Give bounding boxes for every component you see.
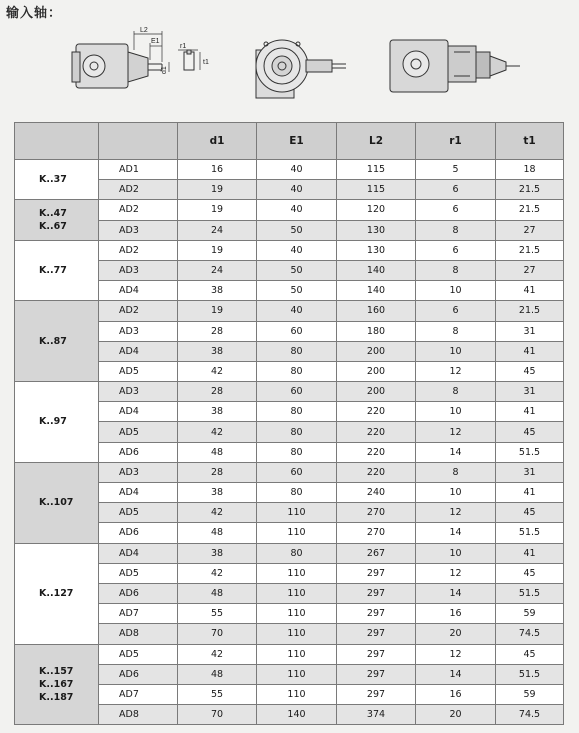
d1-cell: 42 [178,563,257,583]
e1-cell: 110 [257,684,337,704]
adapter-cell: AD3 [99,220,178,240]
adapter-cell: AD2 [99,200,178,220]
input-shaft-dimension-table [14,122,564,725]
adapter-cell: AD2 [99,301,178,321]
r1-cell: 12 [416,361,496,381]
t1-cell: 18 [496,160,564,180]
l2-cell: 297 [337,664,416,684]
e1-cell: 140 [257,705,337,725]
r1-cell: 10 [416,543,496,563]
adapter-cell: AD6 [99,523,178,543]
l2-cell: 297 [337,644,416,664]
header-e1: E1 [257,123,337,160]
model-name: K..87 [39,335,67,347]
l2-cell: 120 [337,200,416,220]
r1-cell: 6 [416,180,496,200]
r1-cell: 14 [416,523,496,543]
d1-cell: 48 [178,523,257,543]
e1-cell: 50 [257,260,337,280]
adapter-cell: AD5 [99,361,178,381]
r1-cell: 14 [416,442,496,462]
adapter-cell: AD1 [99,160,178,180]
d1-cell: 48 [178,664,257,684]
model-cell [15,462,99,543]
r1-cell: 10 [416,483,496,503]
t1-cell: 41 [496,483,564,503]
t1-cell: 31 [496,462,564,482]
model-cell [15,382,99,463]
table-header-row [15,123,564,160]
e1-cell: 110 [257,644,337,664]
l2-cell: 200 [337,341,416,361]
r1-cell: 12 [416,644,496,664]
adapter-cell: AD7 [99,604,178,624]
l2-cell: 297 [337,583,416,603]
t1-cell: 41 [496,402,564,422]
adapter-cell: AD8 [99,624,178,644]
d1-cell: 48 [178,442,257,462]
t1-cell: 45 [496,503,564,523]
model-name: K..47 [39,208,67,220]
r1-cell: 12 [416,563,496,583]
t1-cell: 59 [496,604,564,624]
t1-cell: 41 [496,341,564,361]
t1-cell: 41 [496,281,564,301]
e1-cell: 40 [257,200,337,220]
adapter-cell: AD3 [99,321,178,341]
model-name: K..127 [39,588,74,600]
e1-cell: 80 [257,402,337,422]
t1-cell: 45 [496,422,564,442]
r1-cell: 14 [416,583,496,603]
t1-cell: 41 [496,543,564,563]
d1-cell: 38 [178,402,257,422]
label-e1: E1 [151,38,160,45]
d1-cell: 38 [178,543,257,563]
label-t1: t1 [203,59,209,66]
t1-cell: 51.5 [496,664,564,684]
header-model [15,123,99,160]
model-cell [15,301,99,382]
e1-cell: 80 [257,543,337,563]
t1-cell: 51.5 [496,583,564,603]
t1-cell: 27 [496,260,564,280]
r1-cell: 12 [416,503,496,523]
model-cell [15,543,99,644]
r1-cell: 8 [416,382,496,402]
t1-cell: 27 [496,220,564,240]
r1-cell: 6 [416,240,496,260]
d1-cell: 19 [178,200,257,220]
model-cell [15,160,99,200]
t1-cell: 74.5 [496,705,564,725]
e1-cell: 40 [257,160,337,180]
model-cell [15,644,99,725]
adapter-cell: AD4 [99,341,178,361]
table-row [15,462,564,482]
l2-cell: 270 [337,503,416,523]
header-d1: d1 [178,123,257,160]
e1-cell: 60 [257,462,337,482]
e1-cell: 50 [257,220,337,240]
e1-cell: 80 [257,361,337,381]
section-heading: 输入轴： [6,6,63,21]
e1-cell: 110 [257,583,337,603]
d1-cell: 28 [178,321,257,341]
t1-cell: 21.5 [496,301,564,321]
l2-cell: 130 [337,220,416,240]
d1-cell: 42 [178,644,257,664]
r1-cell: 8 [416,260,496,280]
model-name: K..67 [39,221,67,233]
e1-cell: 80 [257,442,337,462]
e1-cell: 110 [257,503,337,523]
t1-cell: 51.5 [496,442,564,462]
adapter-cell: AD3 [99,462,178,482]
table-row [15,240,564,260]
model-name: K..157 [39,665,74,677]
r1-cell: 20 [416,624,496,644]
r1-cell: 8 [416,321,496,341]
e1-cell: 80 [257,483,337,503]
adapter-cell: AD5 [99,563,178,583]
model-name: K..167 [39,678,74,690]
e1-cell: 40 [257,240,337,260]
r1-cell: 5 [416,160,496,180]
l2-cell: 220 [337,402,416,422]
e1-cell: 40 [257,180,337,200]
l2-cell: 115 [337,160,416,180]
l2-cell: 220 [337,442,416,462]
table-row [15,543,564,563]
d1-cell: 38 [178,341,257,361]
l2-cell: 220 [337,462,416,482]
l2-cell: 267 [337,543,416,563]
d1-cell: 42 [178,361,257,381]
r1-cell: 10 [416,281,496,301]
adapter-cell: AD4 [99,281,178,301]
t1-cell: 74.5 [496,624,564,644]
label-l2: L2 [140,27,148,34]
e1-cell: 110 [257,664,337,684]
adapter-cell: AD6 [99,664,178,684]
t1-cell: 31 [496,321,564,341]
header-l2: L2 [337,123,416,160]
table-row [15,301,564,321]
e1-cell: 110 [257,604,337,624]
e1-cell: 110 [257,523,337,543]
front-view-drawing [256,40,346,98]
l2-cell: 140 [337,260,416,280]
l2-cell: 160 [337,301,416,321]
adapter-cell: AD6 [99,583,178,603]
d1-cell: 38 [178,483,257,503]
e1-cell: 40 [257,301,337,321]
r1-cell: 10 [416,341,496,361]
adapter-cell: AD4 [99,543,178,563]
l2-cell: 297 [337,563,416,583]
l2-cell: 200 [337,361,416,381]
r1-cell: 6 [416,200,496,220]
l2-cell: 374 [337,705,416,725]
l2-cell: 130 [337,240,416,260]
d1-cell: 19 [178,180,257,200]
d1-cell: 28 [178,382,257,402]
e1-cell: 50 [257,281,337,301]
r1-cell: 8 [416,220,496,240]
l2-cell: 180 [337,321,416,341]
assembled-view-drawing [390,40,520,92]
model-cell [15,200,99,240]
d1-cell: 55 [178,684,257,704]
r1-cell: 8 [416,462,496,482]
model-name: K..97 [39,416,67,428]
t1-cell: 21.5 [496,180,564,200]
d1-cell: 55 [178,604,257,624]
d1-cell: 70 [178,624,257,644]
l2-cell: 115 [337,180,416,200]
adapter-cell: AD3 [99,260,178,280]
label-d1: d1 [161,66,168,74]
l2-cell: 240 [337,483,416,503]
e1-cell: 110 [257,563,337,583]
d1-cell: 70 [178,705,257,725]
d1-cell: 19 [178,301,257,321]
side-view-drawing [72,31,200,88]
r1-cell: 16 [416,604,496,624]
model-name: K..77 [39,265,67,277]
e1-cell: 60 [257,321,337,341]
adapter-cell: AD6 [99,442,178,462]
gearbox-input-shaft-drawings [70,22,550,108]
l2-cell: 297 [337,624,416,644]
r1-cell: 16 [416,684,496,704]
d1-cell: 24 [178,220,257,240]
d1-cell: 42 [178,422,257,442]
r1-cell: 12 [416,422,496,442]
table-row [15,160,564,180]
t1-cell: 31 [496,382,564,402]
table-row [15,200,564,220]
label-r1: r1 [180,43,187,50]
adapter-cell: AD2 [99,180,178,200]
l2-cell: 140 [337,281,416,301]
adapter-cell: AD5 [99,644,178,664]
t1-cell: 45 [496,563,564,583]
model-name: K..107 [39,497,74,509]
model-cell [15,240,99,301]
d1-cell: 48 [178,583,257,603]
t1-cell: 21.5 [496,240,564,260]
t1-cell: 45 [496,644,564,664]
l2-cell: 270 [337,523,416,543]
header-t1: t1 [496,123,564,160]
adapter-cell: AD8 [99,705,178,725]
e1-cell: 110 [257,624,337,644]
adapter-cell: AD4 [99,402,178,422]
e1-cell: 60 [257,382,337,402]
adapter-cell: AD2 [99,240,178,260]
d1-cell: 42 [178,503,257,523]
d1-cell: 16 [178,160,257,180]
adapter-cell: AD7 [99,684,178,704]
l2-cell: 220 [337,422,416,442]
d1-cell: 24 [178,260,257,280]
t1-cell: 21.5 [496,200,564,220]
l2-cell: 297 [337,604,416,624]
d1-cell: 28 [178,462,257,482]
table-row [15,382,564,402]
r1-cell: 14 [416,664,496,684]
e1-cell: 80 [257,341,337,361]
t1-cell: 51.5 [496,523,564,543]
t1-cell: 59 [496,684,564,704]
adapter-cell: AD5 [99,503,178,523]
e1-cell: 80 [257,422,337,442]
d1-cell: 19 [178,240,257,260]
header-adapter [99,123,178,160]
model-name: K..37 [39,174,67,186]
header-r1: r1 [416,123,496,160]
l2-cell: 200 [337,382,416,402]
r1-cell: 6 [416,301,496,321]
r1-cell: 10 [416,402,496,422]
model-name: K..187 [39,691,74,703]
adapter-cell: AD4 [99,483,178,503]
r1-cell: 20 [416,705,496,725]
adapter-cell: AD5 [99,422,178,442]
l2-cell: 297 [337,684,416,704]
d1-cell: 38 [178,281,257,301]
t1-cell: 45 [496,361,564,381]
adapter-cell: AD3 [99,382,178,402]
table-row [15,644,564,664]
